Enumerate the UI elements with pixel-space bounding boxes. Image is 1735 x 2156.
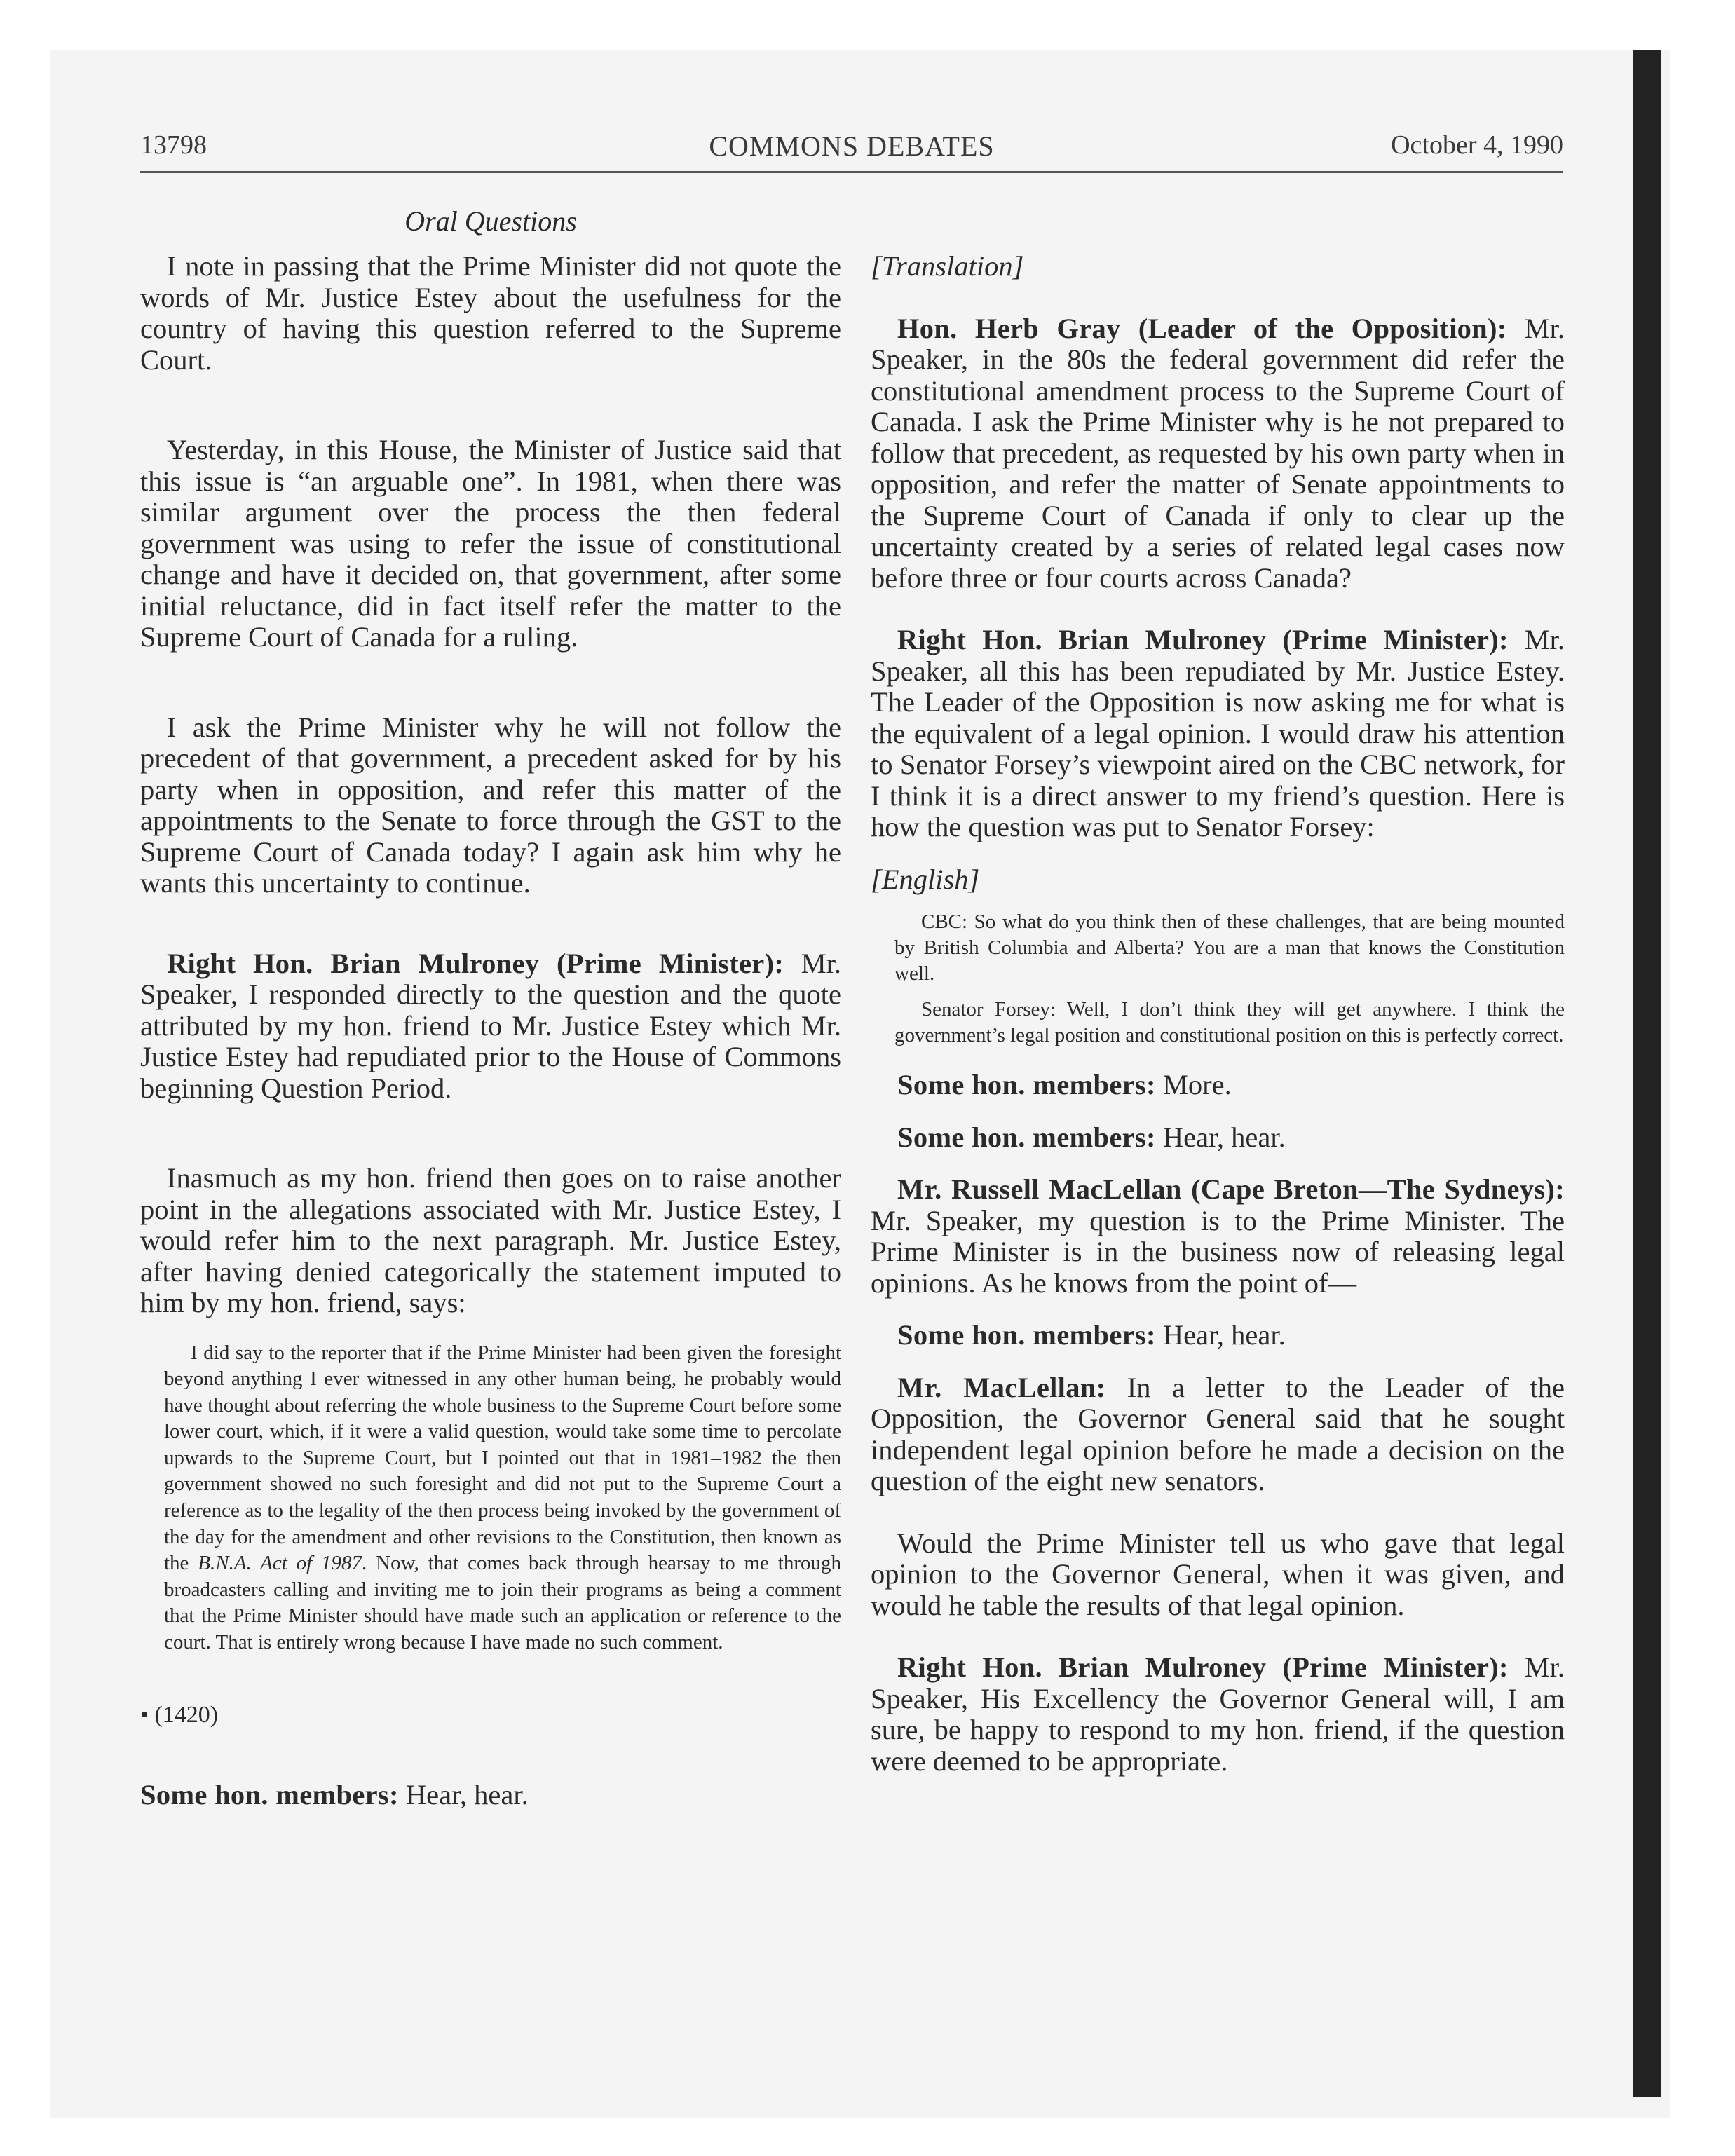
- speech-paragraph: [871, 1320, 1565, 1351]
- time-marker: • (1420): [140, 1701, 219, 1728]
- speech-text: Hear, hear.: [1155, 1319, 1286, 1351]
- speech-paragraph: [871, 313, 1565, 594]
- speech-text: Mr. Speaker, my question is to the Prime Minister. The Prime Minister is in the business now of releasing legal opinions. As he knows from the point of—: [871, 1204, 1565, 1299]
- page-number: 13798: [140, 130, 207, 160]
- block-quote: Senator Forsey: Well, I don’t think they will get anywhere. I think the government’s legal position and constitutional position on this is perfectly correct.: [894, 998, 1565, 1046]
- speech-paragraph: [140, 948, 841, 1105]
- paragraph: I ask the Prime Minister why he will not follow the precedent of that government, a precedent asked for by his party when in opposition, and refer this matter of the appointments to the Senate to force through the GST to the Supreme Court of Canada today? I again ask him why he wants this uncertainty to continue.: [140, 711, 841, 899]
- publication-title: COMMONS DEBATES: [709, 130, 995, 162]
- paragraph: Yesterday, in this House, the Minister of Justice said that this issue is “an arguable one”. In 1981, when there was similar argument over the process the then federal government was using to refer the issue of constitutional change and have it decided on, that government, after some initial reluctance, did in fact itself refer the matter to the Supreme Court of Canada for a ruling.: [140, 434, 841, 653]
- speaker-name: Right Hon. Brian Mulroney (Prime Minister):: [897, 1651, 1509, 1683]
- speech-text: More.: [1155, 1069, 1232, 1100]
- block-quote: [140, 1340, 841, 1656]
- speaker-name: Some hon. members:: [897, 1121, 1156, 1153]
- header-rule: [140, 171, 1563, 173]
- block-quote: CBC: So what do you think then of these challenges, that are being mounted by British Columbia and Alberta? You are a man that knows the Constitution well.: [894, 910, 1565, 985]
- speech-text: Mr. Speaker, I responded directly to the question and the quote attributed by my hon. friend to Mr. Justice Estey which Mr. Justice Estey had repudiated prior to the House of Commons beginning Question Period.: [140, 947, 842, 1104]
- page-date: October 4, 1990: [1391, 130, 1563, 160]
- speech-paragraph: [871, 1652, 1565, 1777]
- speaker-name: Some hon. members:: [897, 1319, 1156, 1351]
- speech-text: Hear, hear.: [398, 1779, 529, 1811]
- speech-paragraph: [871, 1122, 1565, 1154]
- speech-paragraph: [871, 625, 1565, 843]
- paragraph: I note in passing that the Prime Minister did not quote the words of Mr. Justice Estey about the usefulness for the country of having this question referred to the Supreme Court.: [140, 250, 841, 376]
- speaker-name: Mr. Russell MacLellan (Cape Breton—The Sydneys):: [897, 1173, 1565, 1205]
- speaker-name: Right Hon. Brian Mulroney (Prime Minister):: [897, 624, 1509, 655]
- speaker-name: Some hon. members:: [897, 1069, 1156, 1100]
- right-column: [871, 251, 1565, 1777]
- translation-label: [Translation]: [871, 250, 1024, 282]
- section-title: Oral Questions: [404, 205, 577, 237]
- speech-paragraph: [140, 1780, 841, 1811]
- speech-text: Mr. Speaker, all this has been repudiated by Mr. Justice Estey. The Leader of the Opposition is now asking me for what is the equivalent of a legal opinion. I would draw his attention to Senator Forsey’s viewpoint aired on the CBC network, for I think it is a direct answer to my friend’s question. Here is how the question was put to Senator Forsey:: [871, 624, 1565, 842]
- speech-text: Hear, hear.: [1155, 1121, 1286, 1153]
- speaker-name: Hon. Herb Gray (Leader of the Opposition):: [897, 312, 1507, 344]
- speaker-name: Mr. MacLellan:: [897, 1371, 1106, 1403]
- quote-act-title: B.N.A. Act of 1987: [198, 1552, 362, 1575]
- page-header: [140, 130, 1563, 172]
- speech-paragraph: [871, 1174, 1565, 1299]
- speech-text: Mr. Speaker, in the 80s the federal government did refer the constitutional amendment process to the Supreme Court of Canada. I ask the Prime Minister why is he not prepared to follow that precedent, as requested by his own party when in opposition, and refer the matter of Senate appointments to the Supreme Court of Canada if only to clear up the uncertainty created by a series of related legal cases now before three or four courts across Canada?: [871, 312, 1565, 594]
- paragraph: Inasmuch as my hon. friend then goes on to raise another point in the allegations associated with Mr. Justice Estey, I would refer him to the next paragraph. Mr. Justice Estey, after having denied categorically the statement imputed to him by my hon. friend, says:: [140, 1162, 841, 1318]
- speech-text: Mr. Speaker, His Excellency the Governor General will, I am sure, be happy to respond to my hon. friend, if the question were deemed to be appropriate.: [871, 1651, 1565, 1777]
- speech-paragraph: [871, 1372, 1565, 1497]
- quote-text: I did say to the reporter that if the Prime Minister had been given the foresight beyond anything I ever witnessed in any other human being, he probably would have thought about referring the whole business to the Supreme Court before some lower court, which, if it were a valid question, would take some time to percolate upwards to the Supreme Court, but I pointed out that in 1981–1982 the then government showed no such foresight and did not put to the Supreme Court a reference as to the legality of the then process being invoked by the government of the day for the amendment and other revisions to the Constitution, then known as the: [164, 1341, 841, 1575]
- speech-paragraph: [871, 1070, 1565, 1101]
- speaker-name: Some hon. members:: [140, 1779, 399, 1811]
- english-label: [English]: [871, 863, 980, 895]
- quote-text: . Now, that comes back through hearsay to me through broadcasters calling and inviting me to join their programs as being a comment that the Prime Minister should have made such an application or reference to the court. That is entirely wrong because I have made no such comment.: [164, 1552, 841, 1654]
- left-column: [140, 251, 841, 1811]
- speech-text: In a letter to the Leader of the Opposition, the Governor General said that he sought independent legal opinion before he made a decision on the question of the eight new senators.: [871, 1371, 1565, 1496]
- paragraph: Would the Prime Minister tell us who gave that legal opinion to the Governor General, when it was given, and would he table the results of that legal opinion.: [871, 1527, 1565, 1621]
- scan-edge-bar: [1633, 50, 1661, 2097]
- speaker-name: Right Hon. Brian Mulroney (Prime Minister):: [167, 947, 784, 979]
